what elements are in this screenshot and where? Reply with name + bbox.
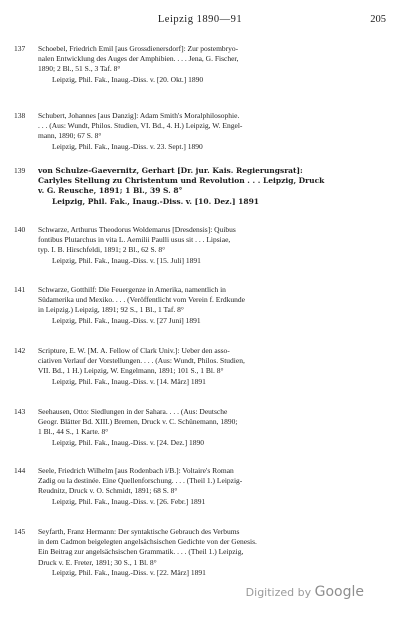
bibliography-entry [14,225,380,266]
entry-text [38,407,380,448]
entry-text [38,44,380,85]
entry-line: Reudnitz, Druck v. O. Schmidt, 1891; 68 S. 8° [38,486,178,496]
page-number: 205 [370,14,386,25]
entry-line: Schubert, Johannes [aus Danzig]: Adam Smith's Moralphilosophie. [38,111,240,120]
bibliography-entry [14,111,380,152]
entry-line: nalen Entwicklung des Auges der Amphibien. . . . Jena, G. Fischer, [38,54,239,64]
entry-number: 144 [14,466,26,475]
entry-line: Zadig ou la destinée. Eine Quellenforschung. . . . (Theil 1.) Leipzig- [38,476,243,486]
entry-line: Schwarze, Gotthilf: Die Feuergenze in Amerika, namentlich in [38,285,226,294]
entry-line: Geogr. Blätter Bd. XIII.) Bremen, Druck v. C. Schünemann, 1890; [38,417,238,427]
entry-dissertation-line: Leipzig, Phil. Fak., Inaug.-Diss. v. [14. März] 1891 [52,376,206,386]
entry-number: 138 [14,111,26,120]
entry-text [38,527,380,578]
entry-number: 140 [14,225,26,234]
entry-text [38,225,380,266]
digitized-watermark [246,584,364,600]
entry-line: v. G. Reusche, 1891; 1 Bl., 39 S. 8° [38,186,183,196]
entry-line: Carlyles Stellung zu Christentum und Revolution . . . Leipzig, Druck [38,176,325,186]
entry-line: in dem Cadmon beigelegten angelsächsischen Gedichte von der Genesis. [38,537,257,547]
entry-line: von Schulze-Gaevernitz, Gerhart [Dr. jur. Kais. Regierungsrat]: [38,166,303,175]
bibliography-entry [14,166,380,207]
bibliography-entry [14,407,380,448]
bibliography-entry [14,466,380,507]
entry-line: Südamerika und Mexiko. . . . (Veröffentlicht vom Verein f. Erdkunde [38,295,245,305]
entry-text [38,111,380,152]
entry-number: 143 [14,407,26,416]
entry-dissertation-line: Leipzig, Phil. Fak., Inaug.-Diss. v. [22. März] 1891 [52,567,206,577]
entry-number: 139 [14,166,26,175]
entry-line: VII. Bd., 1 H.) Leipzig, W. Engelmann, 1891; 101 S., 1 Bl. 8° [38,366,224,376]
bibliography-entry [14,44,380,85]
entry-line: Seehausen, Otto: Siedlungen in der Sahara. . . . (Aus: Deutsche [38,407,228,416]
entry-line: Scripture, E. W. [M. A. Fellow of Clark Univ.]: Ueber den asso- [38,346,230,355]
entry-line: mann, 1890; 67 S. 8° [38,131,102,141]
entry-dissertation-line: Leipzig, Phil. Fak., Inaug.-Diss. v. [24. Dez.] 1890 [52,437,204,447]
entry-line: Ein Beitrag zur angelsächsischen Grammatik. . . . (Theil 1.) Leipzig, [38,547,244,557]
entry-line: Schwarze, Arthurus Theodorus Woldemarus [Dresdensis]: Quibus [38,225,236,234]
entry-line: Druck v. E. Freter, 1891; 30 S., 1 Bl. 8° [38,557,157,567]
bibliography-entry [14,285,380,326]
entry-text [38,285,380,326]
entry-number: 142 [14,346,26,355]
entry-number: 141 [14,285,26,294]
entry-line: in Leipzig.) Leipzig, 1891; 92 S., 1 Bl., 1 Taf. 8° [38,305,184,315]
entry-line: ciativen Verlauf der Vorstellungen. . . . (Aus: Wundt, Philos. Studien, [38,356,245,366]
entry-dissertation-line: Leipzig, Phil. Fak., Inaug.-Diss. v. 23. Sept.] 1890 [52,141,203,151]
watermark-prefix: Digitized by [245,586,315,599]
entry-dissertation-line: Leipzig, Phil. Fak., Inaug.-Diss. v. [20. Okt.] 1890 [52,74,204,84]
bibliography-entry [14,346,380,387]
entry-number: 137 [14,44,26,53]
entry-line: Schoebel, Friedrich Emil [aus Grossdienersdorf]: Zur postembryo- [38,44,239,53]
entry-text [38,346,380,387]
entry-line: Seyfarth, Franz Hermann: Der syntaktische Gebrauch des Verbums [38,527,240,536]
running-header [14,14,386,28]
entry-line: 1 Bl., 44 S., 1 Karte. 8° [38,427,109,437]
entry-dissertation-line: Leipzig, Phil. Fak., Inaug.-Diss. v. [27 Juni] 1891 [52,315,201,325]
entry-line: Seele, Friedrich Wilhelm [aus Rodenbach i/B.]: Voltaire's Roman [38,466,234,475]
google-logo: Google [314,584,364,600]
entry-line: fontibus Plutarchus in vita L. Aemilii Paulli usus sit . . . Lipsiae, [38,235,231,245]
entry-dissertation-line: Leipzig, Phil. Fak., Inaug.-Diss. v. [10. Dez.] 1891 [52,196,260,206]
entry-line: typ. I. B. Hirschfeldi, 1891; 2 Bl., 62 S. 8° [38,245,166,255]
entry-line: 1890; 2 Bl., 51 S., 3 Taf. 8° [38,64,121,74]
entry-number: 145 [14,527,26,536]
bibliography-entry [14,527,380,578]
running-title: Leipzig 1890—91 [157,14,243,25]
entry-dissertation-line: Leipzig, Phil. Fak., Inaug.-Diss. v. [26. Febr.] 1891 [52,496,206,506]
entry-line: . . . (Aus: Wundt, Philos. Studien, VI. Bd., 4. H.) Leipzig, W. Engel- [38,121,243,131]
entry-text [38,466,380,507]
entry-text [38,166,380,207]
entry-dissertation-line: Leipzig, Phil. Fak., Inaug.-Diss. v. [15. Juli] 1891 [52,255,201,265]
